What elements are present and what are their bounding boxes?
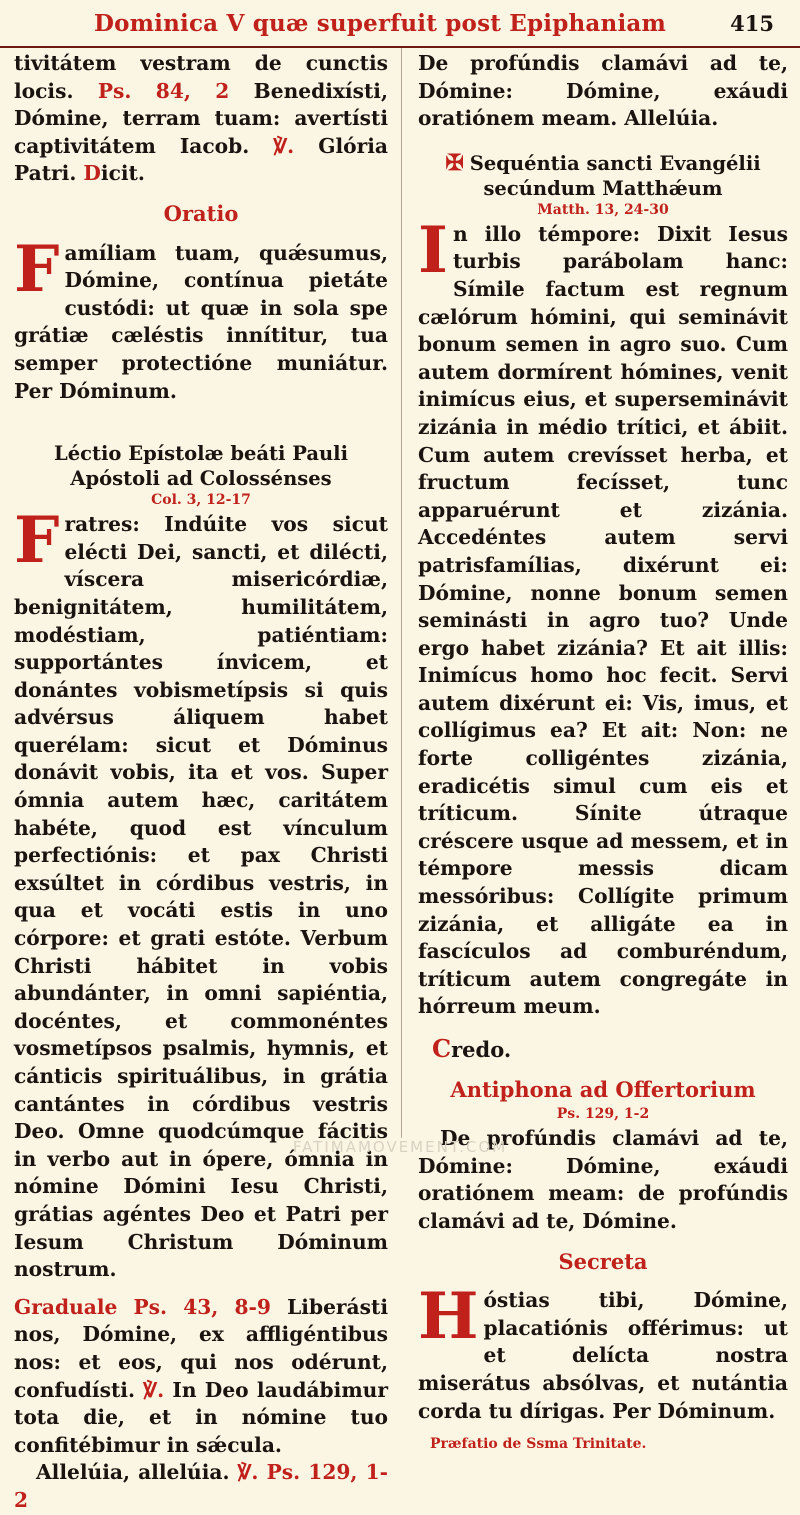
gradual-label: Graduale Ps. 43, 8-9 bbox=[14, 1294, 271, 1319]
offertory-reference: Ps. 129, 1-2 bbox=[556, 1106, 650, 1123]
gospel-dropcap: I bbox=[418, 212, 448, 288]
epistle-dropcap: F bbox=[14, 503, 60, 579]
versicle-icon: ℣. bbox=[143, 1377, 165, 1402]
secreta-body: óstias tibi, Dómine, placatiónis offérimus: ut et delícta nostra miserátus absólvas, et nutántia corda tu dírigas. Per Dóminum. bbox=[418, 1288, 788, 1423]
gospel-text bbox=[418, 212, 788, 1021]
section-spacer bbox=[14, 405, 388, 441]
page-header bbox=[0, 0, 800, 48]
cross-icon: ✠ bbox=[445, 149, 464, 176]
oratio-text bbox=[14, 231, 388, 406]
epistle-text bbox=[14, 503, 388, 1284]
alleluia-continuation: De profúndis clamávi ad te, Dómine: Dómine, exáudi oratiónem meam. Allelúia. bbox=[418, 51, 788, 131]
gospel-title bbox=[418, 151, 788, 201]
column-divider bbox=[401, 48, 402, 1138]
gradual-verse: In Deo laudábimur tota die, et in nómine tuo confitébimur in sǽcula. bbox=[14, 1377, 388, 1457]
gospel-body: n illo témpore: Dixit Iesus turbis parábolam hanc: Símile factum est regnum cælórum hómini, qui seminávit bonum semen in agro suo. Cum autem dormírent hómines, venit inimícus eius, et superseminávit zizánia in médio trítici, et ábiit. Cum autem crevísset herba, et fructum fecísset, tunc apparuérunt et zizánia. Accedéntes autem servi patrisfamílias, dixérunt ei: Dómine, nonne bonum semen seminásti in agro tuo? Unde ergo habet zizánia? Et ait illis: Inimícus homo hoc fecit. Servi autem dixérunt ei: Vis, imus, et collígimus ea? Et ait: Non: ne forte colligéntes zizánia, eradicétis simul cum eis et tríticum. Sínite útraque créscere usque ad messem, et in témpore messis dicam messóribus: Collígite primum zizánia, et alligáte ea in fascículos ad comburéndum, tríticum autem congregáte in hórreum meum. bbox=[418, 221, 788, 1019]
oratio-heading: Oratio bbox=[163, 200, 239, 226]
introit-text: tivitátem vestram de cunctis locis. bbox=[14, 51, 388, 103]
alleluia-line bbox=[14, 1459, 388, 1514]
offertory-text: De profúndis clamávi ad te, Dómine: Dómine, exáudi oratiónem meam: de profúndis clamávi ad te, Dómine. bbox=[418, 1126, 788, 1233]
alleluia-text: Allelúia, allelúia. bbox=[36, 1460, 238, 1485]
gradual-text bbox=[14, 1294, 388, 1460]
dicit-rest: icit. bbox=[100, 161, 145, 186]
right-column bbox=[418, 50, 788, 1453]
offertory-heading: Antiphona ad Offertorium bbox=[450, 1076, 756, 1102]
oratio-body: amíliam tuam, quǽsumus, Dómine, contínua pietáte custódi: ut quæ in sola spe grátiæ cæléstis innítitur, tua semper protectióne muniátur. Per Dóminum. bbox=[14, 240, 388, 403]
secreta-dropcap: H bbox=[418, 1279, 479, 1355]
left-column bbox=[14, 50, 388, 1512]
gradual-body: Liberásti nos, Dómine, ex affligéntibus nos: et eos, qui nos odérunt, confudísti. bbox=[14, 1294, 388, 1402]
versicle-icon: ℣. bbox=[273, 133, 295, 158]
running-title: Dominica V quæ superfuit post Epiphaniam bbox=[93, 10, 667, 37]
alleluia-versicle: ℣. Ps. 129, 1-2 bbox=[14, 1460, 388, 1512]
oratio-dropcap: F bbox=[14, 231, 60, 307]
gospel-title-text: Sequéntia sancti Evangélii secúndum Matthǽum bbox=[469, 151, 761, 200]
credo-initial: C bbox=[432, 1034, 452, 1063]
epistle-body: ratres: Indúite vos sicut elécti Dei, sancti, et dilécti, víscera misericórdiæ, benignitátem, humilitátem, modéstiam, patiéntiam: supportántes ínvicem, et donántes vobismetípsis si quis advérsus áliquem habet querélam: sicut et Dóminus donávit vobis, ita et vos. Super ómnia autem hæc, caritátem habéte, quod est vínculum perfectiónis: et pax Christi exsúltet in córdibus vestris, in qua et vocáti estis in uno córpore: et grati estóte. Verbum Christi hábitet in vobis abundánter, in omni sapiéntia, docéntes, et commonéntes vosmetípsos psalmis, hymnis, et cánticis spirituálibus, in grátia cantántes in córdibus vestris Deo. Omne quodcúmque fácitis in verbo aut in ópere, ómnia in nómine Dómini Iesu Christi, grátias agéntes Deo et Patri per Iesum Christum Dóminum nostrum. bbox=[14, 512, 388, 1282]
psalm-reference: Ps. 84, 2 bbox=[97, 78, 230, 103]
introit-ending bbox=[14, 50, 388, 188]
dicit-initial: D bbox=[83, 161, 101, 186]
credo-line bbox=[418, 1035, 788, 1064]
secreta-text bbox=[418, 1279, 788, 1425]
epistle-reference: Col. 3, 12-17 bbox=[151, 492, 251, 509]
secreta-heading: Secreta bbox=[558, 1248, 648, 1274]
introit-verse: Benedixísti, Dómine, terram tuam: avertísti captivitátem Iacob. bbox=[14, 78, 388, 158]
page-number: 415 bbox=[730, 11, 774, 36]
gospel-reference: Matth. 13, 24-30 bbox=[537, 201, 669, 218]
credo-rest: redo. bbox=[451, 1037, 512, 1062]
section-spacer bbox=[418, 133, 788, 151]
preface-note: Præfatio de Ssma Trinitate. bbox=[430, 1436, 647, 1453]
watermark: FATIMAMOVEMENT.COM bbox=[292, 1138, 508, 1156]
gloria-patri: Glória Patri. bbox=[14, 133, 388, 186]
epistle-title: Léctio Epístolæ beáti Pauli Apóstoli ad Colossénses bbox=[54, 442, 348, 491]
